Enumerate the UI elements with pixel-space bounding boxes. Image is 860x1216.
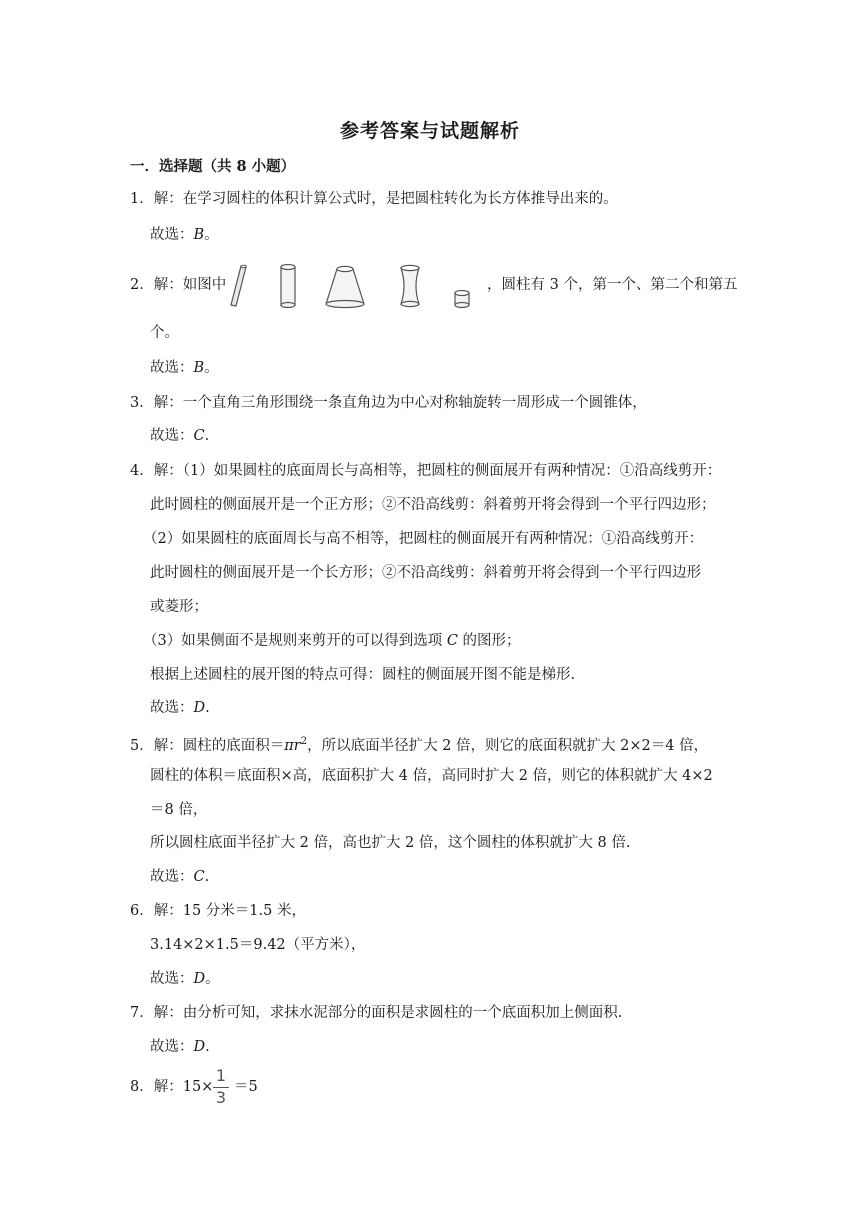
choice-letter: D <box>193 1039 206 1055</box>
answer-1-text: 1．解：在学习圆柱的体积计算公式时，是把圆柱转化为长方体推导出来的。 <box>130 191 618 207</box>
choice-letter: B <box>193 360 205 376</box>
short-cylinder-shape <box>455 291 469 308</box>
choice-punct: . <box>204 869 210 885</box>
answer-5-line-3: ＝8 倍， <box>150 802 208 818</box>
choice-punct: . <box>205 700 210 716</box>
answer-2-text-post: ，圆柱有 3 个，第一个、第二个和第五 <box>487 277 738 293</box>
answer-4-line-3: （2）如果圆柱的底面周长与高不相等，把圆柱的侧面展开有两种情况：①沿高线剪开： <box>143 531 704 547</box>
fraction-denominator: 3 <box>215 1088 227 1107</box>
choice-letter: C <box>193 428 205 444</box>
formula-pi-r: πr <box>284 737 301 754</box>
choice-label: 故选： <box>150 971 194 987</box>
choice-label: 故选： <box>150 1039 194 1055</box>
solid-shapes-figure <box>226 262 486 310</box>
choice-letter: D <box>193 971 206 987</box>
answer-3-text: 3．解：一个直角三角形围绕一条直角边为中心对称轴旋转一周形成一个圆锥体， <box>130 395 647 411</box>
choice-letter: C <box>193 869 205 885</box>
choice-letter: D <box>193 700 206 716</box>
choice-label: 故选： <box>150 700 194 716</box>
answer-8-text-post: ＝5 <box>234 1079 258 1095</box>
answer-5-line-2: 圆柱的体积＝底面积×高，底面积扩大 4 倍，高同时扩大 2 倍，则它的体积就扩大 4×2 <box>150 768 713 784</box>
choice-punct: . <box>204 428 210 444</box>
answer-3-choice <box>150 426 209 446</box>
answer-5-choice <box>150 867 209 887</box>
text-pre: 5．解：圆柱的底面积＝ <box>130 737 285 754</box>
answer-2-text-pre: 2．解：如图中 <box>130 277 227 293</box>
answer-4-choice <box>150 698 210 718</box>
answer-4-line-2: 此时圆柱的侧面展开是一个正方形；②不沿高线剪：斜着剪开将会得到一个平行四边形； <box>150 497 716 513</box>
choice-label: 故选： <box>150 869 194 885</box>
answer-5-line-4: 所以圆柱底面半径扩大 2 倍，高也扩大 2 倍，这个圆柱的体积就扩大 8 倍. <box>150 835 631 851</box>
answer-5-line-1 <box>130 732 708 756</box>
answer-8-text-pre: 8．解：15× <box>130 1079 214 1095</box>
answer-1-choice <box>150 225 219 245</box>
choice-punct: 。 <box>204 227 219 243</box>
answer-6-line-2: 3.14×2×1.5＝9.42（平方米）， <box>150 937 366 953</box>
cylinder-shape <box>281 265 295 308</box>
answer-2-text-cont: 个。 <box>150 325 179 341</box>
choice-label: 故选： <box>150 227 194 243</box>
fraction-one-third <box>209 1066 233 1108</box>
answer-4-line-1: 4．解：（1）如果圆柱的底面周长与高相等，把圆柱的侧面展开有两种情况：①沿高线剪开： <box>130 463 722 479</box>
choice-label: 故选： <box>150 360 194 376</box>
text-pre: （3）如果侧面不是规则来剪开的可以得到选项 <box>143 633 447 649</box>
answer-2-choice <box>150 358 219 378</box>
waisted-shape <box>401 265 419 306</box>
choice-punct: 。 <box>204 360 219 376</box>
answer-6-line-1: 6．解：15 分米＝1.5 米， <box>130 903 306 919</box>
page-title: 参考答案与试题解析 <box>339 120 520 142</box>
answer-7-text: 7．解：由分析可知，求抹水泥部分的面积是求圆柱的一个底面积加上侧面积. <box>130 1005 623 1021</box>
answer-4-line-5: 或菱形； <box>150 599 208 615</box>
text-post: ，所以底面半径扩大 2 倍，则它的底面积就扩大 2×2＝4 倍， <box>307 737 709 754</box>
choice-punct: . <box>205 1039 210 1055</box>
answer-4-line-7: 根据上述圆柱的展开图的特点可得：圆柱的侧面展开图不能是梯形. <box>150 667 576 683</box>
answer-4-line-4: 此时圆柱的侧面展开是一个长方形；②不沿高线剪：斜着剪开将会得到一个平行四边形 <box>150 565 701 581</box>
section-heading: 一．选择题（共 8 小题） <box>130 158 296 175</box>
choice-punct: 。 <box>205 971 220 987</box>
formula-exponent: 2 <box>300 736 308 747</box>
choice-letter: B <box>193 227 205 243</box>
choice-label: 故选： <box>150 428 194 444</box>
option-letter: C <box>446 633 458 649</box>
fraction-numerator: 1 <box>215 1066 227 1085</box>
answer-6-choice <box>150 969 220 989</box>
text-post: 的图形； <box>457 633 521 649</box>
answer-7-choice <box>150 1037 210 1057</box>
answer-4-line-6 <box>143 631 521 651</box>
frustum-shape <box>326 266 364 307</box>
rod-shape <box>231 265 246 306</box>
